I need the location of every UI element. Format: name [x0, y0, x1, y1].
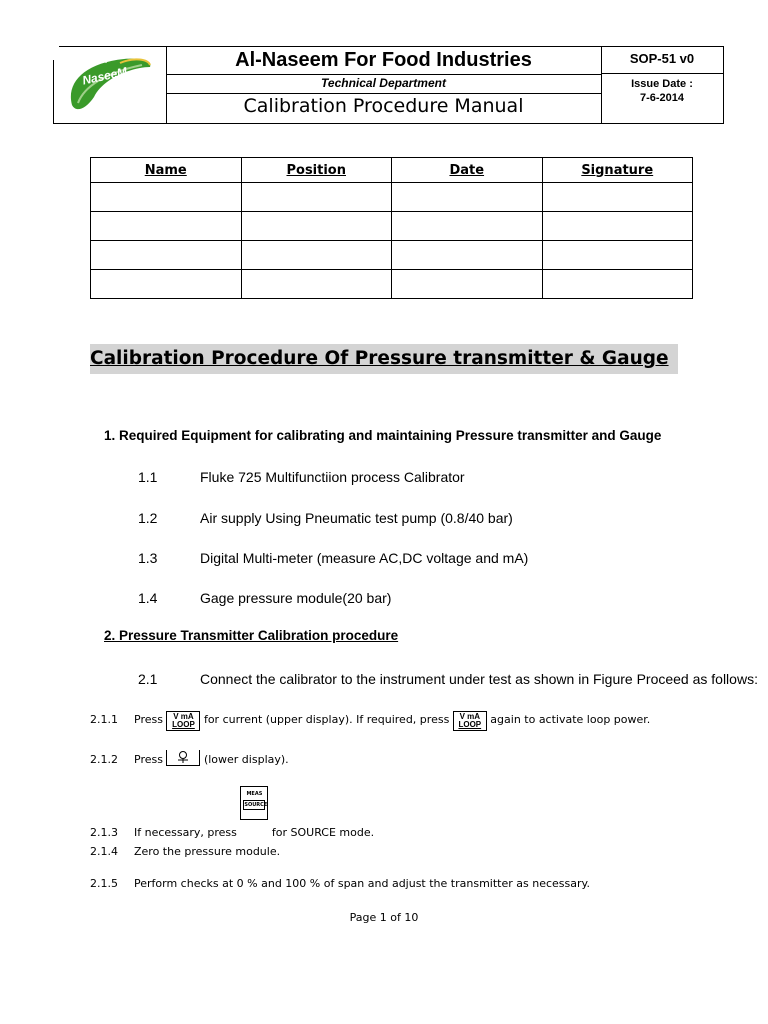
item-number: 1.2	[138, 510, 158, 526]
company-name: Al-Naseem For Food Industries	[235, 49, 532, 71]
item-number: 1.1	[138, 469, 158, 485]
table-row	[91, 183, 693, 212]
step-2-1-3	[90, 786, 374, 839]
table-cell	[542, 241, 693, 270]
step-text-b: for SOURCE mode.	[271, 826, 375, 839]
table-row	[91, 212, 693, 241]
column-header-signature: Signature	[542, 158, 693, 183]
logo-cell	[54, 47, 167, 123]
table-cell	[241, 212, 392, 241]
vma-loop-key-icon	[166, 711, 200, 731]
item-text: Fluke 725 Multifunctiion process Calibrator	[200, 469, 465, 485]
signoff-header-row	[91, 158, 693, 183]
key-label-top: V mA	[459, 712, 481, 721]
step-text-c: again to activate loop power.	[486, 713, 651, 726]
step-2-1-5	[90, 877, 590, 890]
step-text-a: Press	[134, 713, 167, 726]
section-2-heading: 2. Pressure Transmitter Calibration procedure	[104, 628, 399, 643]
item-text: Gage pressure module(20 bar)	[200, 590, 392, 606]
procedure-title: Calibration Procedure Of Pressure transmitter & Gauge	[90, 344, 678, 374]
table-cell	[241, 241, 392, 270]
step-number: 2.1.4	[90, 845, 118, 858]
list-item	[138, 510, 513, 526]
department-name: Technical Department	[166, 74, 601, 94]
step-text-b: for current (upper display). If required, press	[200, 713, 453, 726]
issue-date-value: 7-6-2014	[639, 92, 685, 104]
key-label-top: V mA	[173, 712, 194, 721]
meas-source-key-icon	[240, 786, 268, 820]
key-label-bottom: LOOP	[458, 720, 482, 729]
table-cell	[392, 241, 543, 270]
sop-number: SOP-51 v0	[601, 49, 723, 74]
column-header-name: Name	[91, 158, 242, 183]
step-number: 2.1.1	[90, 713, 118, 726]
issue-date-block	[601, 77, 723, 105]
item-text: Connect the calibrator to the instrument under test as shown in Figure Proceed as follows:	[200, 671, 758, 687]
item-text: Air supply Using Pneumatic test pump (0.8/40 bar)	[200, 510, 513, 526]
section-1-heading: 1. Required Equipment for calibrating and maintaining Pressure transmitter and Gauge	[104, 428, 662, 443]
step-number: 2.1.5	[90, 877, 118, 890]
table-cell	[91, 183, 242, 212]
header-title-cell	[166, 47, 602, 123]
table-cell	[91, 241, 242, 270]
page-number: Page 1 of 10	[349, 911, 419, 924]
step-2-1-4	[90, 845, 280, 858]
step-2-1-1	[90, 711, 650, 731]
step-text: Perform checks at 0 % and 100 % of span and adjust the transmitter as necessary.	[134, 877, 590, 890]
table-cell	[241, 270, 392, 299]
step-2-1-2	[90, 750, 289, 766]
table-cell	[542, 212, 693, 241]
table-row	[91, 270, 693, 299]
item-number: 1.4	[138, 590, 158, 606]
item-number: 1.3	[138, 550, 158, 566]
step-text-b: (lower display).	[200, 753, 289, 766]
issue-date-label: Issue Date :	[631, 78, 693, 90]
document-header	[53, 46, 724, 124]
vma-loop-key-icon	[453, 711, 487, 731]
zero-key-icon	[166, 750, 200, 766]
table-cell	[91, 270, 242, 299]
logo-small-text: Al	[102, 59, 108, 65]
table-row	[91, 241, 693, 270]
key-label-meas: MEAS	[246, 791, 263, 797]
step-text: Zero the pressure module.	[134, 845, 281, 858]
table-cell	[91, 212, 242, 241]
key-label-source: SOURCE	[244, 802, 268, 808]
table-cell	[392, 270, 543, 299]
step-number: 2.1.3	[90, 826, 118, 839]
list-item	[138, 590, 391, 606]
table-cell	[241, 183, 392, 212]
step-text-a: If necessary, press	[134, 826, 241, 839]
table-cell	[392, 212, 543, 241]
list-item	[138, 550, 528, 566]
column-header-date: Date	[392, 158, 543, 183]
item-number: 2.1	[138, 671, 158, 687]
signoff-table	[90, 157, 693, 299]
table-cell	[542, 183, 693, 212]
list-item	[138, 469, 465, 485]
step-number: 2.1.2	[90, 753, 118, 766]
header-info-cell	[601, 47, 723, 123]
item-text: Digital Multi-meter (measure AC,DC voltage and mA)	[200, 550, 529, 566]
table-cell	[392, 183, 543, 212]
column-header-position: Position	[241, 158, 392, 183]
manual-title: Calibration Procedure Manual	[243, 95, 524, 117]
logo-text: NaseeM	[81, 64, 129, 88]
table-cell	[542, 270, 693, 299]
step-text-a: Press	[134, 753, 167, 766]
company-logo	[64, 53, 154, 117]
key-label-bottom: LOOP	[172, 720, 195, 729]
